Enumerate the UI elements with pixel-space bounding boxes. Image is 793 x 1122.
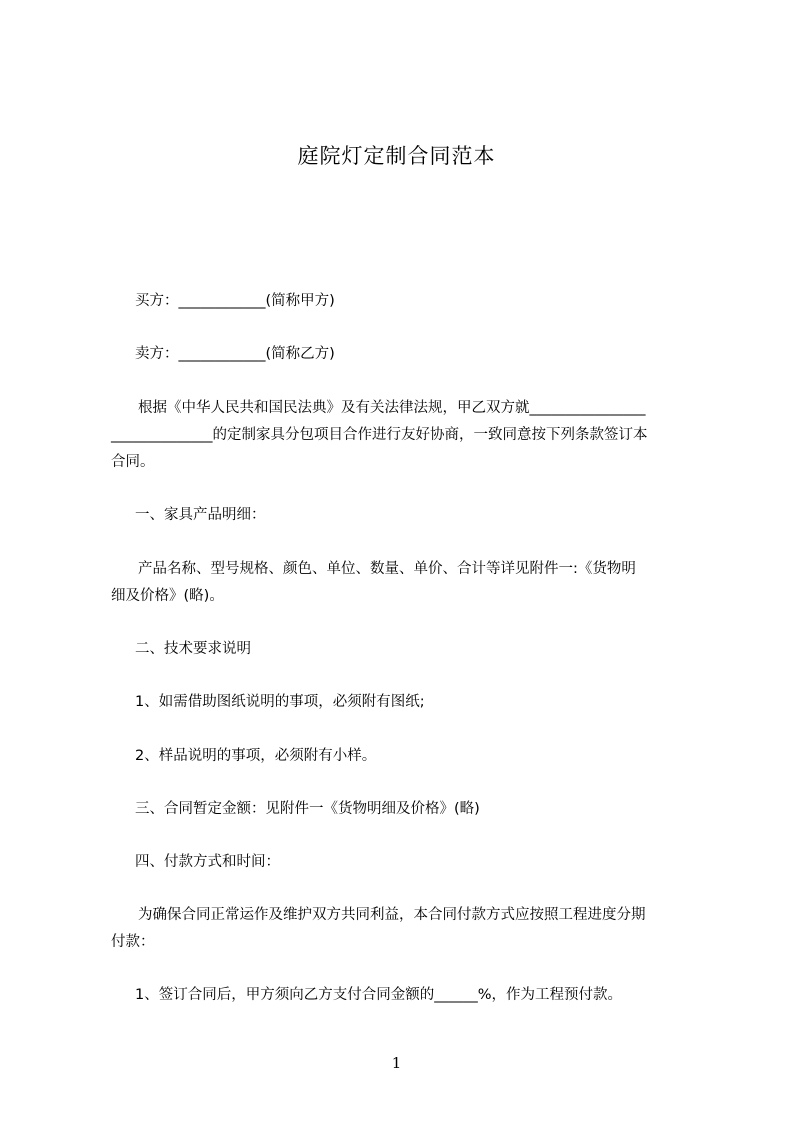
seller-line: 卖方：____________(简称乙方) [135, 346, 335, 362]
buyer-line: 买方：____________(简称甲方) [135, 293, 335, 309]
section-4-item-1: 1、签订合同后，甲方须向乙方支付合同金额的______%，作为工程预付款。 [135, 987, 623, 1003]
section-4-heading: 四、付款方式和时间： [135, 854, 280, 870]
section-3-heading: 三、合同暂定金额：见附件一《货物明细及价格》(略) [135, 801, 480, 817]
intro-line-1: 根据《中华人民共和国民法典》及有关法律法规，甲乙双方就________________ [138, 400, 646, 416]
page-number: 1 [391, 1054, 402, 1072]
section-2-item-2: 2、样品说明的事项，必须附有小样。 [135, 748, 377, 764]
section-1-line-1: 产品名称、型号规格、颜色、单位、数量、单价、合计等详见附件一:《货物明 [138, 561, 636, 577]
intro-line-2: ______________的定制家具分包项目合作进行友好协商，一致同意按下列条款签订本 [111, 427, 648, 443]
section-2-heading: 二、技术要求说明 [135, 641, 251, 657]
section-4-line-1: 为确保合同正常运作及维护双方共同利益，本合同付款方式应按照工程进度分期 [138, 907, 646, 923]
document-title: 庭院灯定制合同范本 [297, 144, 496, 168]
section-1-line-2: 细及价格》(略)。 [111, 588, 224, 604]
section-1-heading: 一、家具产品明细： [135, 507, 266, 523]
section-4-line-2: 付款： [111, 934, 155, 950]
section-2-item-1: 1、如需借助图纸说明的事项，必须附有图纸; [135, 694, 425, 710]
intro-line-3: 合同。 [111, 454, 155, 470]
